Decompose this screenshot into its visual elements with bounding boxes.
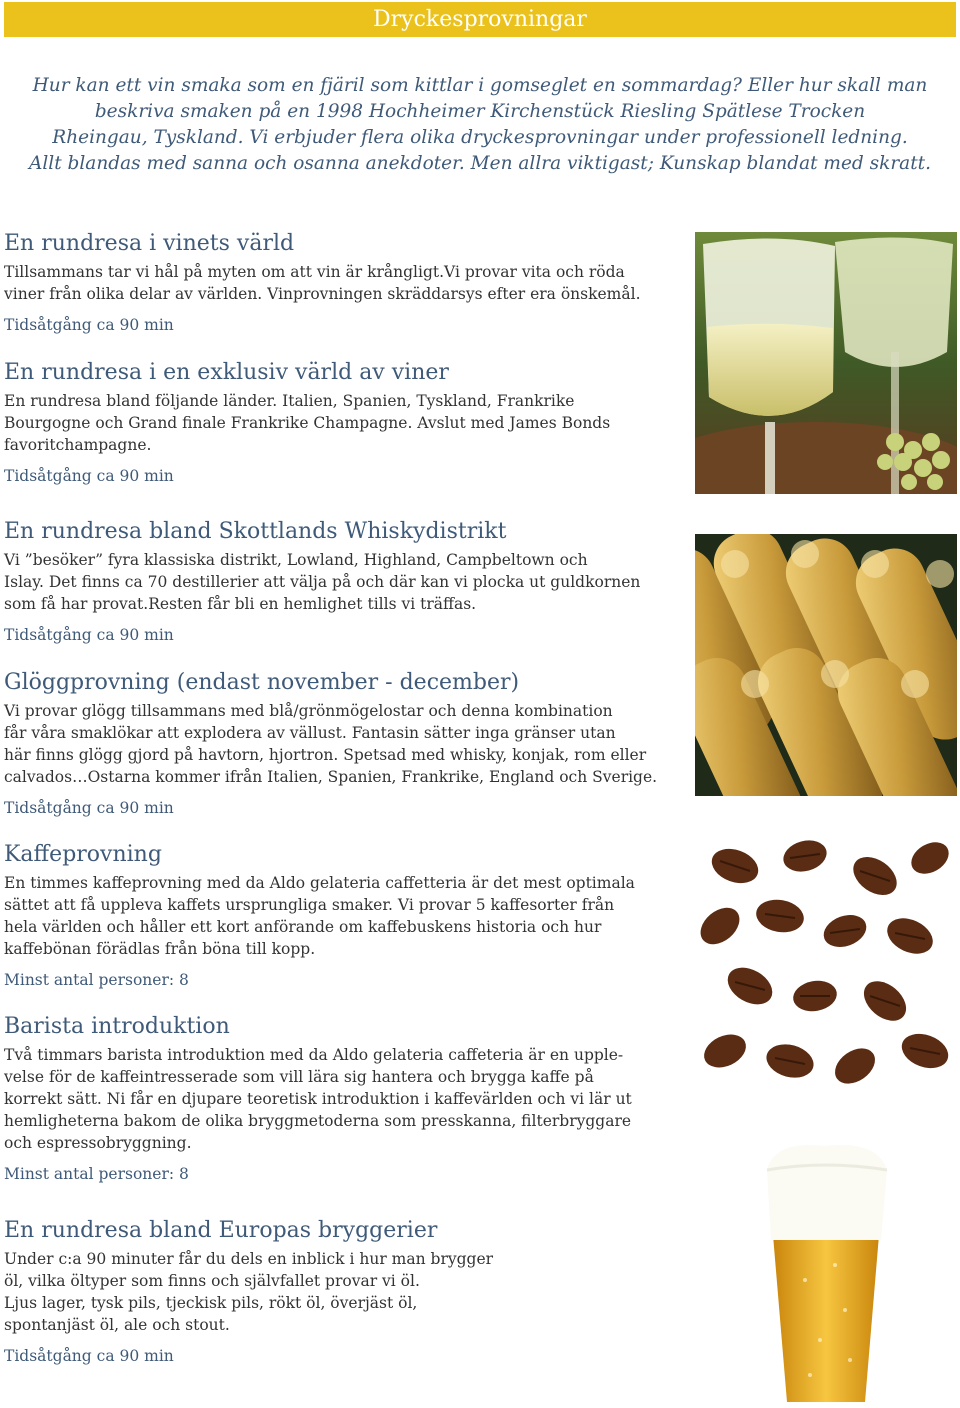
section-line: En timmes kaffeprovning med da Aldo gelateria caffetteria är det mest optimala bbox=[4, 874, 635, 892]
section-line: öl, vilka öltyper som finns och självfallet provar vi öl. bbox=[4, 1272, 420, 1290]
page-banner bbox=[4, 2, 956, 37]
section-line: velse för de kaffeintresserade som vill lära sig hantera och brygga kaffe på bbox=[4, 1068, 594, 1086]
section-line: Under c:a 90 minuter får du dels en inblick i hur man brygger bbox=[4, 1250, 494, 1268]
section-line: kaffebönan förädlas från böna till kopp. bbox=[4, 940, 316, 958]
section-line: hemligheterna bakom de olika bryggmetoderna som presskanna, filterbryggare bbox=[4, 1112, 632, 1130]
section-body bbox=[4, 700, 680, 788]
intro-line: Hur kan ett vin smaka som en fjäril som kittlar i gomseglet en sommardag? Eller hur skall man bbox=[32, 75, 928, 96]
section-line: Ljus lager, tysk pils, tjeckisk pils, rökt öl, överjäst öl, bbox=[4, 1294, 418, 1312]
intro-paragraph bbox=[12, 73, 948, 177]
section-body bbox=[4, 1044, 680, 1154]
section-line: här finns glögg gjord på havtorn, hjortron. Spetsad med whisky, konjak, rom eller bbox=[4, 746, 647, 764]
section-duration: Tidsåtgång ca 90 min bbox=[4, 626, 174, 644]
section-line: favoritchampagne. bbox=[4, 436, 152, 454]
section-whisky bbox=[4, 517, 680, 645]
section-body bbox=[4, 261, 680, 305]
section-line: Vi provar glögg tillsammans med blå/grönmögelostar och denna kombination bbox=[4, 702, 613, 720]
section-glogg bbox=[4, 668, 680, 818]
section-coffee bbox=[4, 840, 680, 990]
intro-line: beskriva smaken på en 1998 Hochheimer Kirchenstück Riesling Spätlese Trocken bbox=[94, 101, 866, 122]
section-line: Två timmars barista introduktion med da Aldo gelateria caffeteria är en upple- bbox=[4, 1046, 624, 1064]
intro-line: Allt blandas med sanna och osanna anekdoter. Men allra viktigast; Kunskap blandat med skratt. bbox=[29, 153, 931, 174]
section-line: Vi ”besöker” fyra klassiska distrikt, Lowland, Highland, Campbeltown och bbox=[4, 551, 588, 569]
section-line: får våra smaklökar att explodera av vällust. Fantasin sätter inga gränser utan bbox=[4, 724, 616, 742]
wine-glass-photo bbox=[695, 232, 957, 494]
section-title: En rundresa i vinets värld bbox=[4, 231, 295, 256]
section-line: En rundresa bland följande länder. Italien, Spanien, Tyskland, Frankrike bbox=[4, 392, 575, 410]
section-min-persons: Minst antal personer: 8 bbox=[4, 1165, 189, 1183]
page-title: Dryckesprovningar bbox=[373, 7, 587, 32]
champagne-bottles-photo bbox=[695, 534, 957, 796]
beer-glass-photo bbox=[695, 1140, 957, 1402]
section-title: Glöggprovning (endast november - december) bbox=[4, 670, 520, 695]
section-line: Tillsammans tar vi hål på myten om att vin är krångligt.Vi provar vita och röda bbox=[4, 263, 625, 281]
section-min-persons: Minst antal personer: 8 bbox=[4, 971, 189, 989]
section-exclusive-wine bbox=[4, 358, 680, 486]
section-line: hela världen och håller ett kort anförande om kaffebuskens historia och hur bbox=[4, 918, 602, 936]
section-barista bbox=[4, 1012, 680, 1184]
section-line: sättet att få uppleva kaffets ursprungliga smaker. Vi provar 5 kaffesorter från bbox=[4, 896, 615, 914]
section-duration: Tidsåtgång ca 90 min bbox=[4, 467, 174, 485]
section-title: En rundresa i en exklusiv värld av viner bbox=[4, 360, 449, 385]
section-line: calvados…Ostarna kommer ifrån Italien, Spanien, Frankrike, England och Sverige. bbox=[4, 768, 658, 786]
section-line: Islay. Det finns ca 70 destillerier att välja på och där kan vi plocka ut guldkornen bbox=[4, 573, 641, 591]
section-body bbox=[4, 549, 680, 615]
section-line: Bourgogne och Grand finale Frankrike Champagne. Avslut med James Bonds bbox=[4, 414, 611, 432]
section-wine-tour bbox=[4, 229, 680, 335]
section-line: spontanjäst öl, ale och stout. bbox=[4, 1316, 230, 1334]
section-title: En rundresa bland Europas bryggerier bbox=[4, 1218, 438, 1243]
section-body bbox=[4, 390, 680, 456]
section-line: korrekt sätt. Ni får en djupare teoretisk introduktion i kaffevärlden och vi lär ut bbox=[4, 1090, 632, 1108]
section-beer bbox=[4, 1216, 680, 1366]
section-title: Kaffeprovning bbox=[4, 842, 162, 867]
section-line: viner från olika delar av världen. Vinprovningen skräddarsys efter era önskemål. bbox=[4, 285, 641, 303]
section-line: och espressobryggning. bbox=[4, 1134, 192, 1152]
section-line: som få har provat.Resten får bli en hemlighet tills vi träffas. bbox=[4, 595, 477, 613]
section-title: Barista introduktion bbox=[4, 1014, 230, 1039]
section-title: En rundresa bland Skottlands Whiskydistrikt bbox=[4, 519, 507, 544]
section-duration: Tidsåtgång ca 90 min bbox=[4, 1347, 174, 1365]
section-duration: Tidsåtgång ca 90 min bbox=[4, 799, 174, 817]
intro-line: Rheingau, Tyskland. Vi erbjuder flera olika dryckesprovningar under professionell ledning. bbox=[52, 127, 908, 148]
section-body bbox=[4, 872, 680, 960]
section-body bbox=[4, 1248, 680, 1336]
coffee-beans-photo bbox=[695, 836, 957, 1098]
section-duration: Tidsåtgång ca 90 min bbox=[4, 316, 174, 334]
